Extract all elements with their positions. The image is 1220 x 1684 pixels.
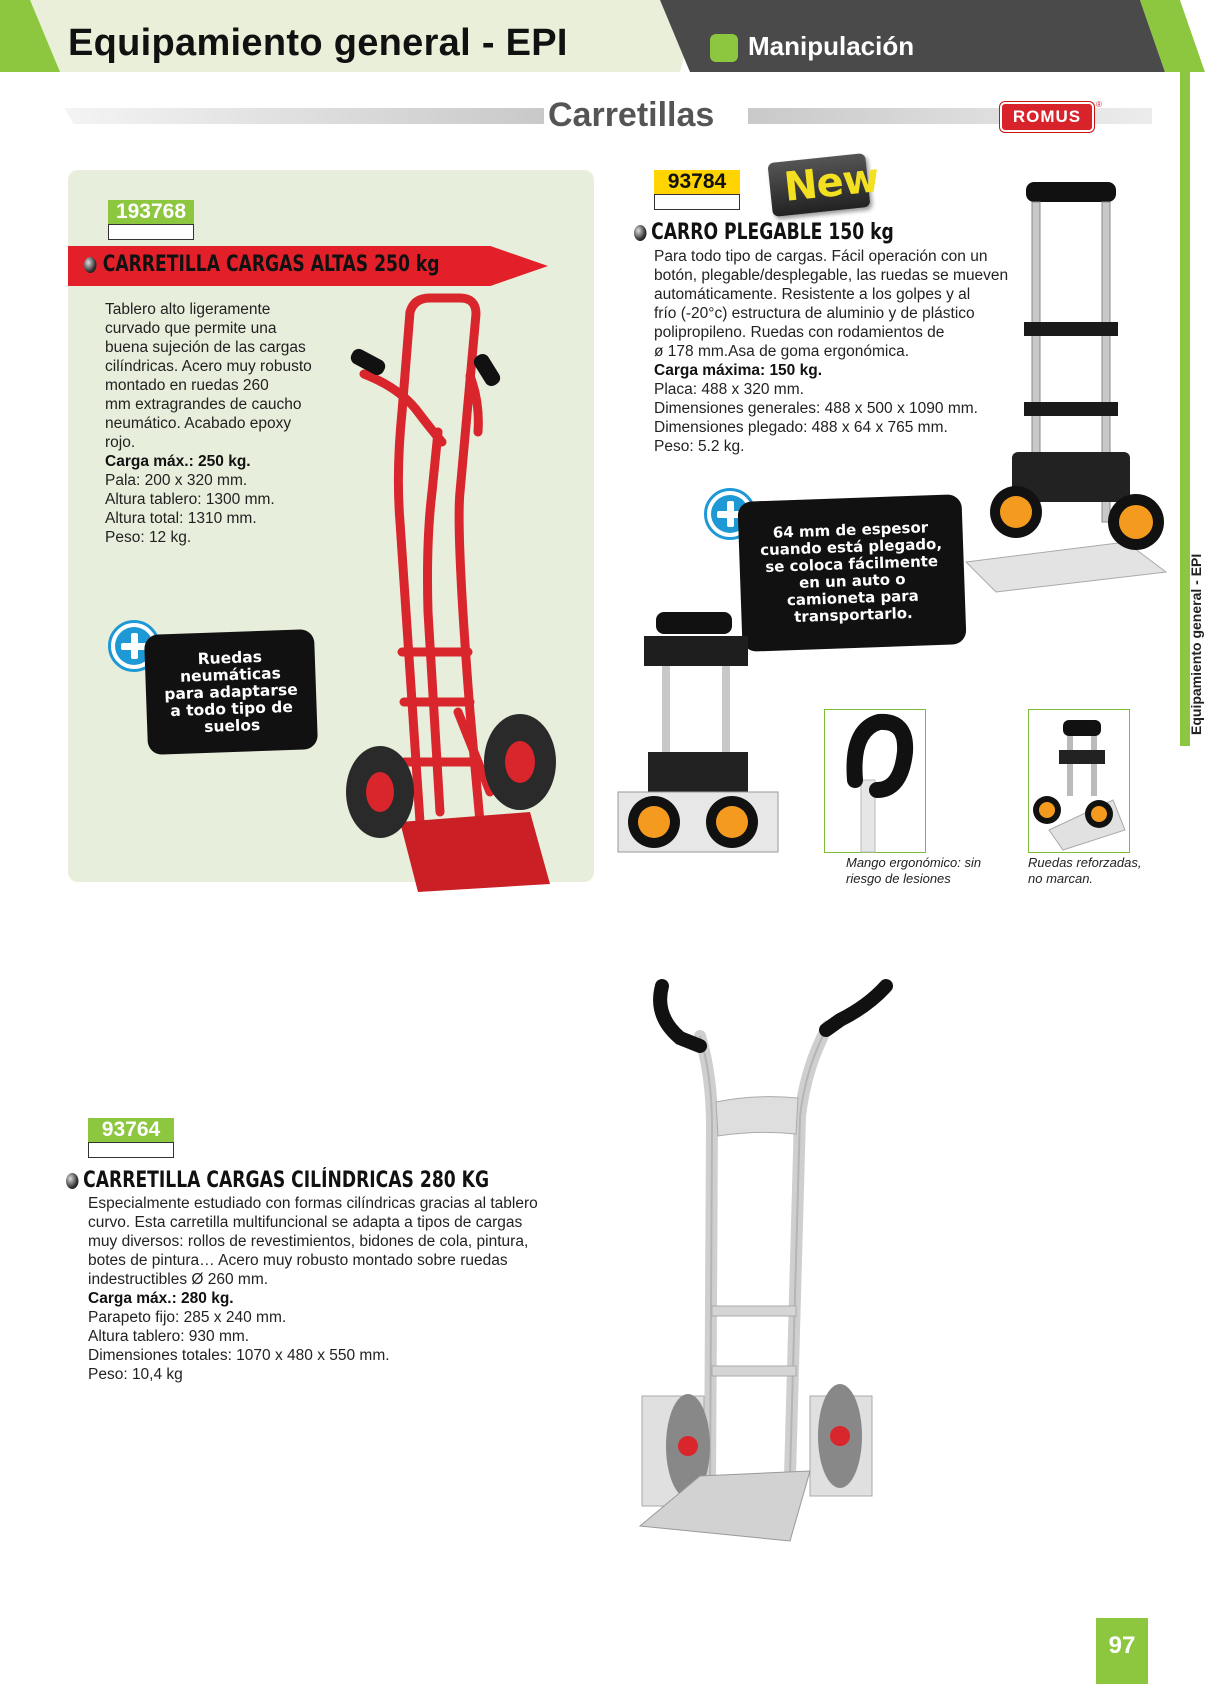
side-tab-label: Equipamiento general - EPI [1188, 553, 1204, 735]
description-line: Para todo tipo de cargas. Fácil operación con un [654, 248, 988, 265]
description-line: rojo. [105, 434, 136, 451]
product-title-text: CARRO PLEGABLE 150 kg [651, 220, 894, 245]
description-line: botón, plegable/desplegable, las ruedas se mueven [654, 267, 1009, 284]
new-badge-label: New [781, 155, 881, 211]
red-hand-truck-image [330, 292, 590, 892]
page-title: Equipamiento general - EPI [68, 22, 568, 64]
product-code-93784 [654, 170, 740, 210]
max-load: Carga máx.: 250 kg. [105, 453, 251, 470]
description-line: buena sujeción de las cargas [105, 339, 306, 356]
product-title-93764 [66, 1168, 489, 1193]
spec-line: Dimensiones totales: 1070 x 480 x 550 mm. [88, 1347, 390, 1364]
product-code: 93784 [654, 170, 740, 194]
product-code-93764 [88, 1118, 174, 1158]
callout-line: se coloca fácilmente [764, 551, 939, 577]
callout-line: 64 mm de espesor [772, 518, 929, 542]
max-load: Carga máx.: 280 kg. [88, 1290, 234, 1307]
description-line: Especialmente estudiado con formas cilíndricas gracias al tablero [88, 1195, 538, 1212]
callout-line: en un auto o [798, 570, 906, 592]
product-code: 193768 [108, 200, 194, 224]
feature-callout-193768 [144, 629, 318, 755]
brand-logo: ROMUS [1000, 102, 1094, 132]
description-line: ø 178 mm.Asa de goma ergonómica. [654, 343, 910, 360]
callout-line: neumáticas [179, 664, 282, 686]
spec-line: Altura tablero: 1300 mm. [105, 491, 275, 508]
description-line: muy diversos: rollos de revestimientos, bidones de cola, pintura, [88, 1233, 529, 1250]
product-description-93764 [88, 1194, 538, 1384]
description-line: Tablero alto ligeramente [105, 301, 271, 318]
product-code-blank [88, 1142, 174, 1158]
description-line: montado en ruedas 260 [105, 377, 269, 394]
callout-line: transportarlo. [793, 603, 914, 627]
spec-line: Peso: 5.2 kg. [654, 438, 745, 455]
description-line: botes de pintura… Acero muy robusto montado sobre ruedas [88, 1252, 508, 1269]
section-bar-left [64, 108, 544, 124]
spec-line: Altura total: 1310 mm. [105, 510, 257, 527]
callout-line: para adaptarse [164, 680, 298, 704]
handle-detail-image [824, 709, 926, 853]
spec-line: Dimensiones plegado: 488 x 64 x 765 mm. [654, 419, 948, 436]
product-code: 93764 [88, 1118, 174, 1142]
spec-line: Peso: 10,4 kg [88, 1366, 183, 1383]
caption-line: Mango ergonómico: sin [846, 855, 982, 870]
category-label: Manipulación [748, 31, 915, 61]
bullet-icon [634, 225, 646, 241]
product-code-193768 [108, 200, 194, 240]
handle-caption [846, 855, 981, 887]
spec-line: Parapeto fijo: 285 x 240 mm. [88, 1309, 287, 1326]
description-line: neumático. Acabado epoxy [105, 415, 292, 432]
callout-line: Ruedas [197, 647, 263, 669]
spec-line: Dimensiones generales: 488 x 500 x 1090 mm. [654, 400, 978, 417]
description-line: automáticamente. Resistente a los golpes y al [654, 286, 971, 303]
product-description-193768 [105, 300, 315, 547]
description-line: polipropileno. Ruedas con rodamientos de [654, 324, 945, 341]
description-line: curvado que permite una [105, 320, 277, 337]
wheels-caption [1028, 855, 1141, 887]
spec-line: Placa: 488 x 320 mm. [654, 381, 804, 398]
wheels-detail-image [1028, 709, 1130, 853]
description-line: frío (-20°c) estructura de aluminio y de plástico [654, 305, 975, 322]
bullet-icon [84, 257, 96, 273]
product-title-text: CARRETILLA CARGAS CILÍNDRICAS 280 KG [83, 1168, 490, 1193]
category-icon [710, 34, 738, 62]
caption-line: riesgo de lesiones [846, 871, 951, 886]
page-number: 97 [1096, 1618, 1148, 1684]
callout-line: suelos [203, 716, 261, 736]
description-line: curvo. Esta carretilla multifuncional se adapta a tipos de cargas [88, 1214, 523, 1231]
callout-line: a todo tipo de [170, 697, 294, 721]
description-line: indestructibles Ø 260 mm. [88, 1271, 269, 1288]
brand-registered-mark: ® [1096, 100, 1102, 109]
max-load: Carga máxima: 150 kg. [654, 362, 823, 379]
description-line: cilíndricas. Acero muy robusto [105, 358, 312, 375]
product-title-text: CARRETILLA CARGAS ALTAS 250 kg [102, 252, 440, 277]
section-title: Carretillas [548, 96, 715, 134]
spec-line: Peso: 12 kg. [105, 529, 192, 546]
aluminium-hand-truck-image [640, 966, 900, 1546]
header-right-banner [660, 0, 1220, 72]
folding-trolley-image [966, 172, 1166, 592]
bullet-icon [66, 1173, 78, 1189]
product-title-193768 [84, 252, 440, 277]
product-code-blank [654, 194, 740, 210]
spec-line: Pala: 200 x 320 mm. [105, 472, 248, 489]
callout-line: camioneta para [786, 586, 920, 610]
product-description-93784 [654, 247, 1014, 456]
folded-trolley-image [618, 612, 778, 862]
product-code-blank [108, 224, 194, 240]
callout-line: cuando está plegado, [759, 534, 943, 560]
caption-line: no marcan. [1028, 871, 1094, 886]
caption-line: Ruedas reforzadas, [1028, 855, 1142, 870]
description-line: mm extragrandes de caucho [105, 396, 302, 413]
product-title-93784 [634, 220, 894, 245]
spec-line: Altura tablero: 930 mm. [88, 1328, 250, 1345]
